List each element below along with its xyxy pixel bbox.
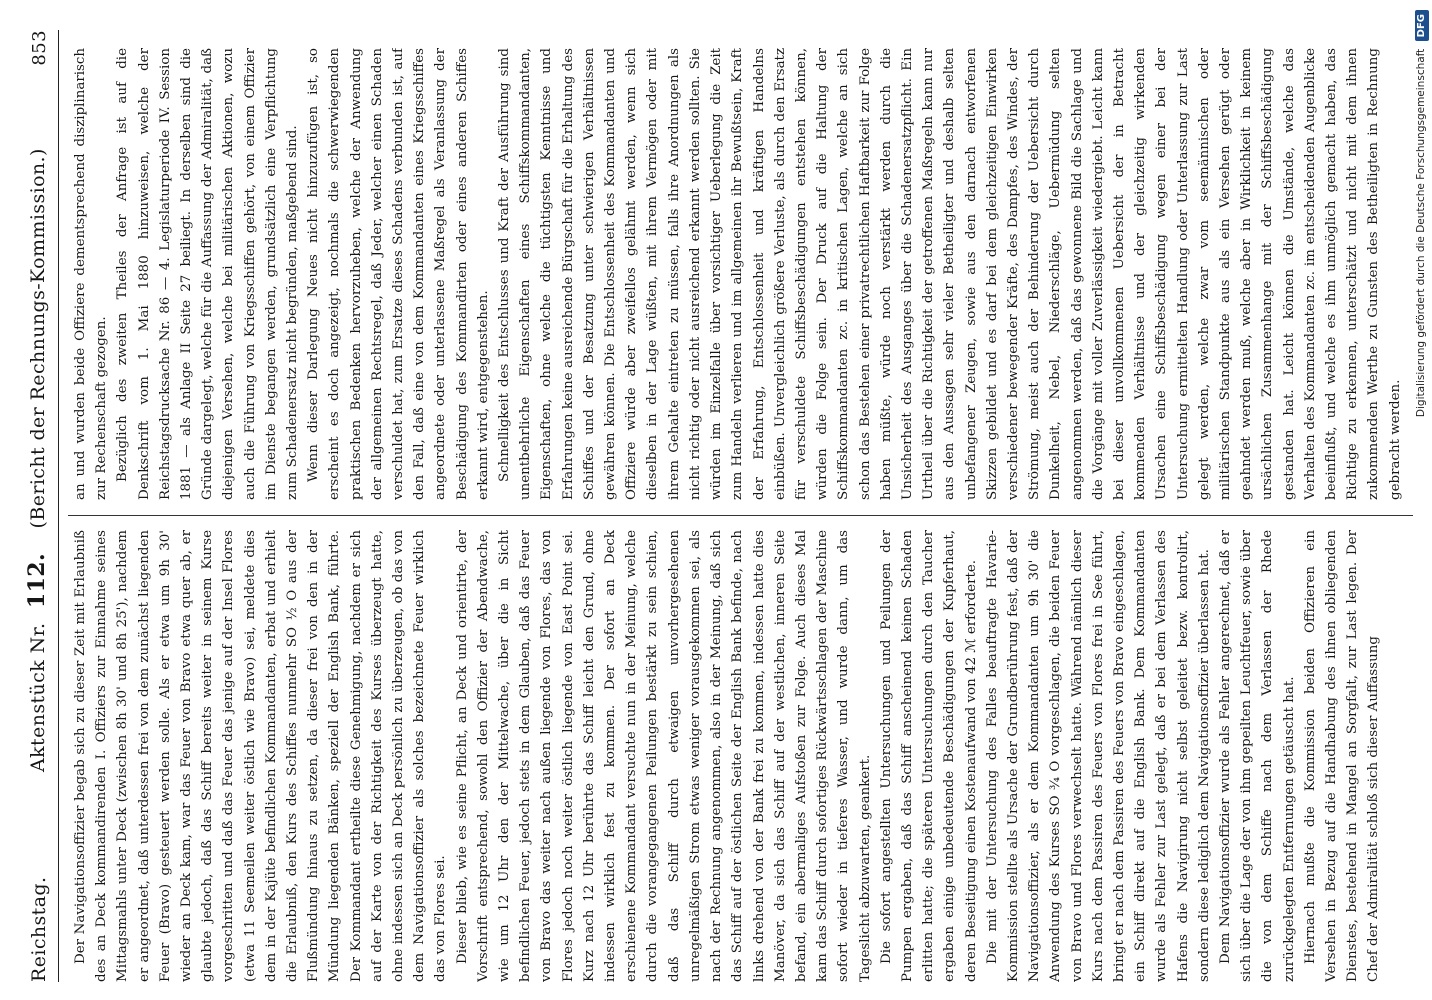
right-paragraph-5 (1406, 48, 1410, 500)
left-paragraph-5: Dem Navigationsoffizier wurde als Fehler angerechnet, daß er sich über die Lage der von ihm gepeilten Leuchtfeuer, sowie über die von dem Schiffe nach dem Verlassen der Rhede zurückgelegten Entfernungen getäuscht hat. (1217, 530, 1297, 982)
right-column (70, 48, 1410, 500)
left-paragraph-6: Hiernach mußte die Kommission beiden Offizieren ein Versehen in Bezug auf die Handhabung des ihnen obliegenden Dienstes, bestehend in Mangel an Sorgfalt, zur Last legen. Der Chef der Admiralität schloß sich dieser Auffassung (1302, 530, 1382, 982)
right-paragraph-3: Wenn dieser Darlegung Neues nicht hinzuzufügen ist, so erscheint es doch angezeigt, nochmals die schwerwiegenden praktischen Bedenken hervorzuheben, welche der Anwendung der allgemeinen Rechtsregel, daß Jeder, welcher einen Schaden verschuldet hat, zum Ersatze dieses Schadens verbunden ist, auf den Fall, daß eine von dem Kommandanten eines Kriegsschiffes angeordnete oder unterlassene Maßregel als Veranlassung der Beschädigung des Kommandirten oder eines anderen Schiffes erkannt wird, entgegenstehen. (306, 48, 491, 500)
left-paragraph-1: Der Navigationsoffizier begab sich zu dieser Zeit mit Erlaubniß des an Deck kommandirenden I. Offiziers zur Einnahme seines Mittagsmahls unter Deck (zwischen 8h 30' und 8h 25'), nachdem er angeordnet, daß unterdessen frei von dem zunächst liegenden Feuer (Bravo) gesteuert werden solle. Als er etwa um 9h 30' wieder an Deck kam, war das Feuer von Bravo etwa quer ab, er glaubte jedoch, daß das Schiff bereits weiter in seinem Kurse vorgeschritten und daß das Feuer das jenige auf der Insel Flores (etwa 11 Seemeilen weiter östlich wie Bravo) sei, meldete dies dem in der Kajüte befindlichen Kommandanten, erbat und erhielt die Erlaubniß, den Kurs des Schiffes nunmehr SO ½ O aus der Flußmündung hinaus zu setzen, da dieser frei von den in der Mündung liegenden Bänken, speziell der English Bank, führte. Der Kommandant ertheilte diese Genehmigung, nachdem er sich auf der Karte von der Richtigkeit des Kurses überzeugt hatte, ohne indessen sich an Deck persönlich zu überzeugen, ob das von dem Navigationsoffizier als solches bezeichnete Feuer wirklich das von Flores sei. (73, 530, 449, 982)
right-paragraph-2: Bezüglich des zweiten Theiles der Anfrage ist auf die Denkschrift vom 1. Mai 1880 hinzuweisen, welche der Reichstagsdrucksache Nr. 86 — 4. Legislaturperiode IV. Session 1881 — als Anlage II Seite 27 beiliegt. In derselben sind die Gründe dargelegt, welche für die Auffassung der Admiralität, daß diejenigen Versehen, welche bei militärischen Aktionen, wozu auch die Führung von Kriegsschiffen gehört, von einem Offizier im Dienste begangen werden, grundsätzlich eine Verpflichtung zum Schadenersatz nicht begründen, maßgebend sind. (115, 48, 301, 500)
left-paragraph-3: Die sofort angestellten Untersuchungen und Peilungen der Pumpen ergaben, daß das Schiff anscheinend keinen Schaden erlitten hatte; die späteren Untersuchungen durch den Taucher ergaben einige unbedeutende Beschädigungen der Kupferhaut, deren Beseitigung einen Kostenaufwand von 42 ℳ erforderte. (878, 530, 979, 982)
dfg-logo: DFG (1415, 10, 1429, 41)
header-rule (58, 30, 59, 982)
column-divider (68, 515, 1413, 516)
header-document-label: Aktenstück Nr. (27, 622, 49, 772)
left-paragraph-4: Die mit der Untersuchung des Falles beauftragte Havarie-Kommission stellte als Ursache der Grundberührung fest, daß der Navigationsoffizier, als er dem Kommandanten um 9h 30' die Anwendung des Kurses SO ¾ O vorgeschlagen, die beiden Feuer von Bravo und Flores verwechselt hatte. Während nämlich dieser Kurs nach dem Passiren des Feuers von Flores frei in See führt, bringt er nach dem Passiren des Feuers von Bravo eingeschlagen, ein Schiff direkt auf die English Bank. Dem Kommandanten wurde als Fehler zur Last gelegt, daß er bei dem Verlassen des Hafens die Navigirung nicht selbst geleitet bezw. kontrolirt, sondern diese lediglich dem Navigationsoffizier überlassen hat. (984, 530, 1212, 982)
left-paragraph-2: Dieser blieb, wie es seine Pflicht, an Deck und orientirte, der Vorschrift entsprechend, sowohl den Offizier der Abendwache, wie um 12 Uhr den der Mittelwache, über die in Sicht befindlichen Feuer, jedoch stets in dem Glauben, daß das Feuer von Bravo das weiter nach außen liegende von Flores, das von Flores jedoch noch weiter östlich liegende von East Point sei. Kurz nach 12 Uhr berührte das Schiff leicht den Grund, ohne indessen wirklich fest zu kommen. Der sofort an Deck erschienene Kommandant versuchte nun in der Meinung, welche durch die vorangegangenen Peilungen bestärkt zu sein schien, daß das Schiff durch etwaigen unvorhergesehenen unregelmäßigen Strom etwas weniger vorausgekommen sei, als nach der Rechnung angenommen, also in der Meinung, daß sich das Schiff auf der östlichen Seite der English Bank befinde, nach links drehend von der Bank frei zu kommen, indessen hatte dies Manöver, da sich das Schiff auf der westlichen, inneren Seite befand, ein abermaliges Aufstoßen zur Folge. Auch dieses Mal kam das Schiff durch sofortiges Rückwärtsschlagen der Maschine sofort wieder in tieferes Wasser, und wurde dann, um das Tageslicht abzuwarten, geankert. (454, 530, 873, 982)
credit-text: Digitalisierung gefördert durch die Deutsche Forschungsgemeinschaft (1415, 48, 1427, 418)
header-left: Reichstag. (28, 876, 50, 982)
right-paragraph-4: Schnelligkeit des Entschlusses und Kraft der Ausführung sind unentbehrliche Eigenschaften eines Schiffskommandanten, Eigenschaften, ohne welche die tüchtigsten Kenntnisse und Erfahrungen keine ausreichende Bürgschaft für die Erhaltung des Schiffes und der Besatzung unter schwierigen Verhältnissen gewähren können. Die Entschlossenheit des Kommandanten und Offiziere würde aber zweifellos gelähmt werden, wenn sich dieselben in der Lage wüßten, mit ihrem Vermögen oder mit ihrem Gehalte eintreten zu müssen, falls ihre Anordnungen als nicht richtig oder nicht ausreichend erkannt werden sollten. Sie würden im Einzelfalle über vorsichtiger Ueberlegung die Zeit zum Handeln verlieren und im allgemeinen ihr Bewußtsein, Kraft der Erfahrung, Entschlossenheit und kräftigen Handelns einbüßen. Unvergleichlich größere Verluste, als durch den Ersatz für verschuldete Schiffsbeschädigungen entstehen können, würden die Folge sein. Der Druck auf die Haltung der Schiffskommandanten zc. in kritischen Lagen, welche an sich schon das Bestehen einer privatrechtlichen Haftbarkeit zur Folge haben müßte, würde noch verstärkt werden durch die Unsicherheit des Ausganges über die Schadenersatzpflicht. Ein Urtheil über die Richtigkeit der getroffenen Maßregeln kann nur aus den Aussagen sehr vieler Betheiligter und deshalb selten unbefangener Zeugen, sowie aus den darnach entworfenen Skizzen gebildet und es darf bei dem gleichzeitigen Einwirken verschiedener bewegender Kräfte, des Dampfes, des Windes, der Strömung, meist auch der Behinderung der Uebersicht durch Dunkelheit, Nebel, Niederschläge, Uebermüdung selten angenommen werden, daß das gewonnene Bild die Sachlage und die Vorgänge mit voller Zuverlässigkeit wiedergiebt. Leicht kann bei dieser unvollkommenen Uebersicht der in Betracht kommenden Verhältnisse und der gleichzeitig wirkenden Ursachen eine Schiffsbeschädigung wegen einer bei der Untersuchung ermittelten Handlung oder Unterlassung zur Last gelegt werden, welche zwar vom seemännischen oder militärischen Standpunkte aus als ein Versehen gerügt oder geahndet werden muß, welche aber in Wirklichkeit in keinem ursächlichen Zusammenhange mit der Schiffsbeschädigung gestanden hat. Leicht können die Umstände, welche das Verhalten des Kommandanten zc. im entscheidenden Augenblicke beeinflußt, und welche es ihm unmöglich gemacht haben, das Richtige zu erkennen, unterschätzt und nicht mit dem ihnen zukommenden Werthe zu Gunsten des Betheiligten in Rechnung gebracht werden. (497, 48, 1403, 500)
running-header (10, 30, 50, 982)
right-paragraph-1: an und wurden beide Offiziere dementsprechend disziplinarisch zur Rechenschaft gezogen. (73, 48, 110, 500)
digitization-credit (1412, 10, 1430, 570)
header-document-number: 112. (24, 552, 50, 609)
page-number: 853 (29, 30, 50, 66)
header-subject: (Bericht der Rechnungs-Kommission.) (27, 148, 49, 529)
left-column (70, 530, 1410, 982)
header-center (24, 90, 50, 792)
